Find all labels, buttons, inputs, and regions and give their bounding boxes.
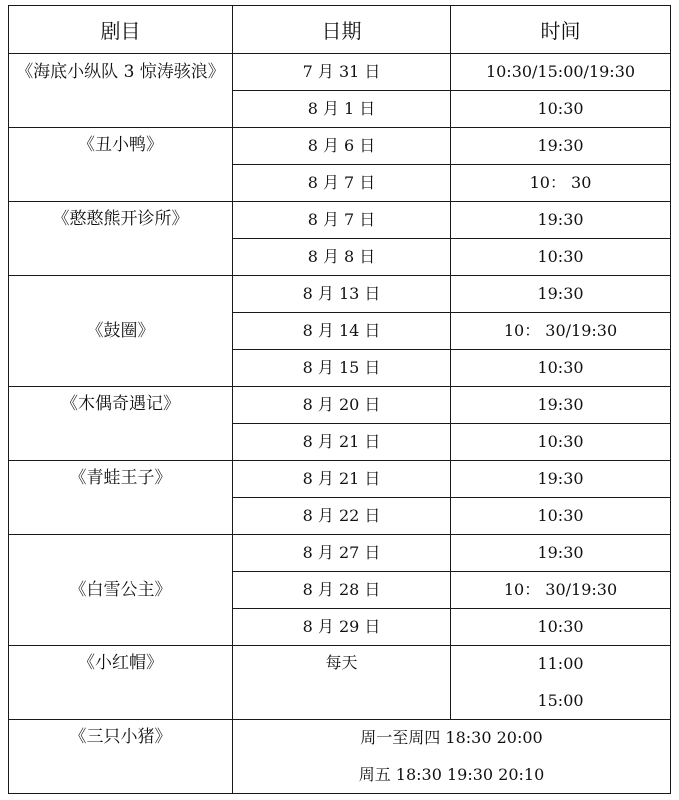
- show-title: 《三只小猪》: [9, 720, 233, 794]
- show-time: 10： 30/19:30: [451, 572, 671, 609]
- table-row: [9, 387, 671, 424]
- show-date: 8 月 27 日: [233, 535, 451, 572]
- show-title: 《白雪公主》: [9, 535, 233, 646]
- show-date: 8 月 1 日: [233, 91, 451, 128]
- table-row: [9, 128, 671, 165]
- table-row: [9, 54, 671, 91]
- header-show: 剧目: [9, 6, 233, 54]
- show-time: 10:30: [451, 498, 671, 535]
- show-date: 8 月 6 日: [233, 128, 451, 165]
- show-time: 19:30: [451, 535, 671, 572]
- show-date: 8 月 7 日: [233, 165, 451, 202]
- show-date: 8 月 21 日: [233, 461, 451, 498]
- show-schedule-line: 周一至周四 18:30 20:00: [233, 720, 671, 757]
- show-date: 8 月 21 日: [233, 424, 451, 461]
- show-time: 10:30: [451, 609, 671, 646]
- show-title: 《青蛙王子》: [9, 461, 233, 535]
- show-time: 15:00: [451, 683, 671, 720]
- show-date: 8 月 14 日: [233, 313, 451, 350]
- show-date: 8 月 20 日: [233, 387, 451, 424]
- show-title: 《海底小纵队 3 惊涛骇浪》: [9, 54, 233, 128]
- show-time: 19:30: [451, 276, 671, 313]
- header-time: 时间: [451, 6, 671, 54]
- show-time: 10:30: [451, 91, 671, 128]
- show-title: 《木偶奇遇记》: [9, 387, 233, 461]
- show-title: 《憨憨熊开诊所》: [9, 202, 233, 276]
- show-date: 8 月 15 日: [233, 350, 451, 387]
- table-row: [9, 461, 671, 498]
- show-schedule-line: 周五 18:30 19:30 20:10: [233, 757, 671, 794]
- table-row: [9, 646, 671, 683]
- header-date: 日期: [233, 6, 451, 54]
- show-title: 《鼓圈》: [9, 276, 233, 387]
- show-date: 8 月 7 日: [233, 202, 451, 239]
- show-time: 19:30: [451, 128, 671, 165]
- show-title: 《小红帽》: [9, 646, 233, 720]
- show-date: 8 月 28 日: [233, 572, 451, 609]
- show-date: 8 月 8 日: [233, 239, 451, 276]
- show-time: 11:00: [451, 646, 671, 683]
- show-time: 10:30: [451, 424, 671, 461]
- table-row: [9, 535, 671, 572]
- show-date: 8 月 13 日: [233, 276, 451, 313]
- show-date: 8 月 22 日: [233, 498, 451, 535]
- show-date: 7 月 31 日: [233, 54, 451, 91]
- show-time: 10： 30/19:30: [451, 313, 671, 350]
- show-time: 19:30: [451, 461, 671, 498]
- show-time: 19:30: [451, 387, 671, 424]
- table-row: [9, 276, 671, 313]
- show-time: 10:30: [451, 239, 671, 276]
- show-title: 《丑小鸭》: [9, 128, 233, 202]
- table-row: [9, 720, 671, 757]
- performance-schedule-table: [8, 5, 671, 794]
- show-time: 10： 30: [451, 165, 671, 202]
- show-date: 8 月 29 日: [233, 609, 451, 646]
- show-time: 19:30: [451, 202, 671, 239]
- table-row: [9, 202, 671, 239]
- show-time: 10:30/15:00/19:30: [451, 54, 671, 91]
- show-date: 每天: [233, 646, 451, 720]
- show-time: 10:30: [451, 350, 671, 387]
- header-row: [9, 6, 671, 54]
